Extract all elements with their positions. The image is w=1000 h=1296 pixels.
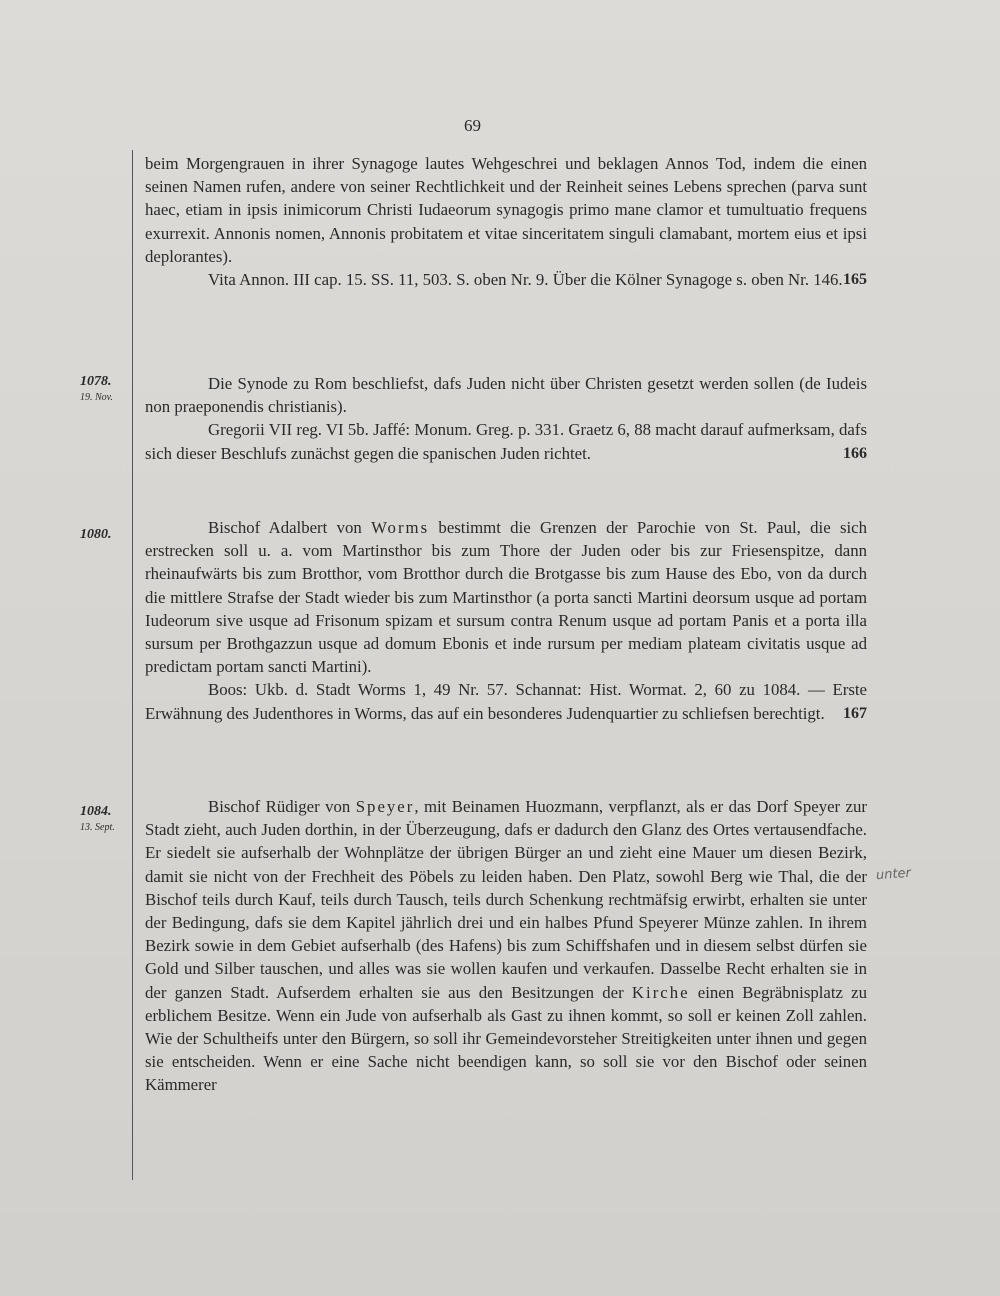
- text-run: einen Begräbnisplatz zu erblichem Besitze. Wenn ein Jude von aufserhalb als Gast zu ihnen kommt, so soll er keinen Zoll zahlen. Wie der Schultheifs unter den Bürgern, so soll ihr Gemeindevorsteher Streitigkeiten unter ihnen und gegen sie entscheiden. Wenn er eine Sache nicht beendigen kann, so soll sie vor den Bischof oder seinen Kämmerer: [145, 982, 868, 1095]
- entry-year: 1078.: [80, 374, 112, 389]
- spaced-name: Speyer: [355, 797, 415, 816]
- citation: Vita Annon. III cap. 15. SS. 11, 503. S. oben Nr. 9. Über die Kölner Synagoge s. oben Nr. 146.: [208, 270, 843, 290]
- entry-number: 167: [843, 704, 867, 722]
- text-run: Bischof Adalbert von: [208, 518, 372, 537]
- margin-rule: [132, 150, 133, 1180]
- page-number: 69: [464, 116, 481, 135]
- paragraph: Die Synode zu Rom beschliefst, dafs Juden nicht über Christen gesetzt werden sollen (de Iudeis non praeponendis christianis).: [145, 374, 867, 417]
- entry-year: 1084.: [80, 804, 112, 819]
- paragraph: beim Morgengrauen in ihrer Synagoge lautes Wehgeschrei und beklagen Annos Tod, indem die einen seinen Namen rufen, andere von seiner Rechtlichkeit und der Reinheit seines Lebens sprechen (parva sunt haec, etiam in ipsis inimicorum Christi Iudaeorum synagogis primo mane clamor et tumultuatio frequens exurrexit. Annonis nomen, Annonis probitatem et vitae sinceritatem singuli clamabant, mortem eius et ipsi deplorantes).: [145, 154, 867, 266]
- citation: Boos: Ukb. d. Stadt Worms 1, 49 Nr. 57. Schannat: Hist. Wormat. 2, 60 zu 1084. — Erste Erwähnung des Judenthores in Worms, das auf ein besonderes Judenquartier zu schliefsen berechtigt.: [145, 680, 867, 723]
- text-run: , mit Beinamen Huozmann, verpflanzt, als er das Dorf Speyer zur Stadt zieht, auch Juden dorthin, in der Überzeugung, dafs er dadurch den Glanz des Ortes vertausendfache. Er siedelt sie aufserhalb der Wohnplätze der übrigen Bürger an und zieht eine Mauer um diesen Bezirk, damit sie nicht von der Frechheit des Pöbels zu leiden haben. Den Platz, sowohl Berg wie Thal, die der Bischof teils durch Kauf, teils durch Tausch, teils durch Schenkung rechtmäfsig erwirbt, erhalten sie unter der Bedingung, dafs sie dem Kapitel jährlich drei und ein halbes Pfund Speyerer Münze zahlen. In ihrem Bezirk sowie in dem Gebiet aufserhalb (des Hafens) bis zum Schiffshafen und in diesem selbst dürfen sie Gold und Silber tauschen, und alles was sie wollen kaufen und verkaufen. Dasselbe Recht erhalten sie in der ganzen Stadt. Aufserdem erhalten sie aus den Besitzungen der: [145, 797, 867, 1002]
- spaced-name: Kirche: [631, 982, 690, 1002]
- entry-year: 1080.: [80, 527, 112, 542]
- paragraph: [145, 516, 867, 678]
- text-run: Bischof Rüdiger von: [208, 797, 356, 816]
- handwritten-note: unter: [875, 865, 912, 884]
- entry-date: 19. Nov.: [80, 392, 113, 403]
- entry-date: 13. Sept.: [80, 822, 115, 833]
- entry-168: [145, 795, 867, 1097]
- entry-number: 166: [843, 444, 867, 462]
- entry-167: [145, 516, 867, 725]
- paragraph: [145, 795, 867, 1097]
- entry-165: [145, 152, 867, 291]
- entry-166: [145, 372, 867, 465]
- spaced-name: Worms: [371, 518, 430, 537]
- entry-number: 165: [843, 271, 867, 289]
- text-run: bestimmt die Grenzen der Parochie von St. Paul, die sich erstrecken soll u. a. vom Martinsthor bis zum Thore der Juden oder bis zur Friesenspitze, dann rheinaufwärts bis zum Brotthor, vom Brotthor durch die Brotgasse bis zum Hause des Ebo, von da durch die mittlere Strafse der Stadt wieder bis zum Martinsthor (a porta sancti Martini deorsum usque ad portam Iudeorum sive usque ad Frisonum spizam et sursum contra Renum usque ad portam Panis et a porta illa sursum per Brothgazzun usque ad domum Ebonis et inde rursum per mediam plateam civitatis usque ad predictam portam sancti Martini).: [145, 518, 867, 677]
- citation: Gregorii VII reg. VI 5b. Jaffé: Monum. Greg. p. 331. Graetz 6, 88 macht darauf aufmerksam, dafs sich dieser Beschlufs zunächst gegen die spanischen Juden richtet.: [145, 420, 867, 463]
